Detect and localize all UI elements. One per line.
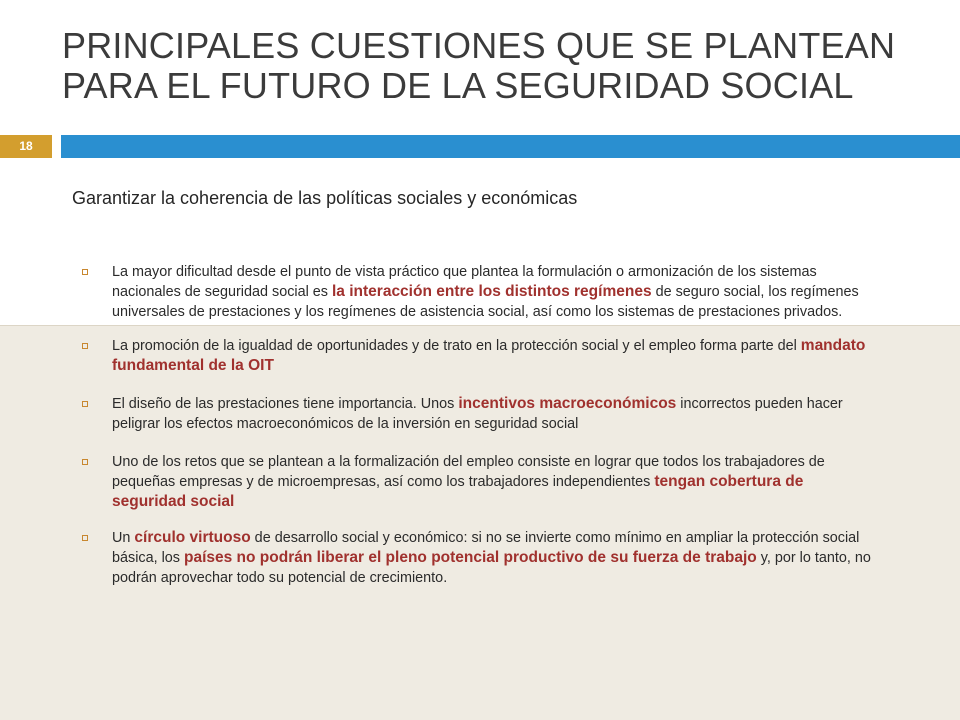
bullet-list <box>72 262 872 588</box>
bullet-item <box>72 262 872 322</box>
bullet-text: Un <box>112 530 135 546</box>
bullet-highlight: tengan cobertura de seguridad social <box>112 473 804 510</box>
bullet-text: y, por lo tanto, no podrán aprovechar todo su potencial de crecimiento. <box>112 550 871 586</box>
bullet-highlight: círculo virtuoso <box>134 529 251 546</box>
bullet-text: incorrectos pueden hacer peligrar los efectos macroeconómicos de la inversión en seguridad social <box>112 396 843 432</box>
slide-title-line-2: PARA EL FUTURO DE LA SEGURIDAD SOCIAL <box>62 65 854 106</box>
square-bullet-icon <box>82 343 88 349</box>
bullet-highlight: mandato fundamental de la OIT <box>112 337 866 374</box>
bullet-item <box>72 452 872 512</box>
bullet-text: La mayor dificultad desde el punto de vista práctico que plantea la formulación o armonización de los sistemas nacionales de seguridad social es <box>112 264 817 300</box>
bullet-text: de desarrollo social y económico: si no se invierte como mínimo en ampliar la protección social básica, los <box>112 530 860 566</box>
bullet-text: Uno de los retos que se plantean a la formalización del empleo consiste en lograr que todos los trabajadores de pequeñas empresas y de microempresas, así como los trabajadores independientes <box>112 454 825 490</box>
bullet-highlight: incentivos macroeconómicos <box>458 395 677 412</box>
square-bullet-icon <box>82 401 88 407</box>
bullet-item <box>72 528 872 588</box>
slide-number-badge: 18 <box>0 135 52 158</box>
square-bullet-icon <box>82 535 88 541</box>
bullet-item <box>72 336 872 376</box>
bullet-text: El diseño de las prestaciones tiene importancia. Unos <box>112 396 459 412</box>
bullet-highlight: la interacción entre los distintos regímenes <box>332 283 652 300</box>
square-bullet-icon <box>82 269 88 275</box>
bullet-item <box>72 394 872 434</box>
bullet-text: de seguro social, los regímenes universales de prestaciones y los regímenes de asistencia social, así como los sistemas de prestaciones privados. <box>112 284 859 320</box>
bullet-text: La promoción de la igualdad de oportunidades y de trato en la protección social y el empleo forma parte del <box>112 338 801 354</box>
bullet-highlight: países no podrán liberar el pleno potencial productivo de su fuerza de trabajo <box>184 549 757 566</box>
slide-title-line-1: PRINCIPALES CUESTIONES QUE SE PLANTEAN <box>62 25 896 66</box>
square-bullet-icon <box>82 459 88 465</box>
slide-title <box>62 26 942 106</box>
header-accent-bar <box>61 135 960 158</box>
slide-subtitle: Garantizar la coherencia de las políticas sociales y económicas <box>72 188 578 208</box>
